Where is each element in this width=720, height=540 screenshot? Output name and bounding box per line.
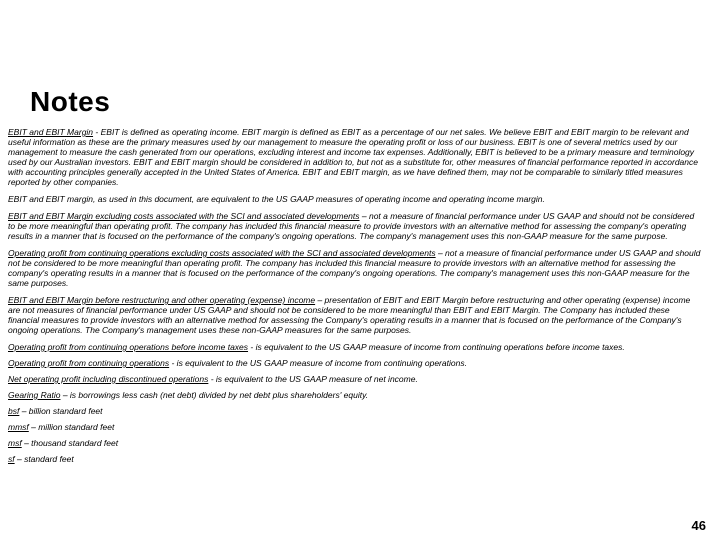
note-term: Net operating profit including discontinued operations (8, 374, 209, 384)
note-mmsf (8, 422, 702, 432)
note-text: – presentation of EBIT and EBIT Margin before restructuring and other operating (expense) income are not measures of financial performance under US GAAP and should not be considered to be more meaningful than EBIT and EBIT Margin. The Company has included these financial measures to provide investors with an alternative method for assessing the Company's operating results in a manner that is focused on the performance of the Company's ongoing operations. The Company's management uses these non-GAAP measures for the same purposes. (8, 295, 691, 335)
note-text: – is borrowings less cash (net debt) divided by net debt plus shareholders' equity. (60, 390, 369, 400)
note-text: - is equivalent to the US GAAP measure of income from continuing operations before income taxes. (248, 342, 625, 352)
note-ebit-definition (8, 127, 702, 187)
page-number: 46 (691, 518, 706, 533)
note-text: - EBIT is defined as operating income. EBIT margin is defined as EBIT as a percentage of our net sales. We believe EBIT and EBIT margin to be relevant and useful information as these are the primary measures used by our management to measure the operating profit or loss of our business. EBIT is one of several metrics used by our management to measure the cash generated from our operations, excluding interest and income tax expenses. Additionally, EBIT is believed to be a primary measure and terminology used by our Australian investors. EBIT and EBIT margin should be considered in addition to, but not as a substitute for, other measures of financial performance reported in accordance with accounting principles generally accepted in the United States of America. EBIT and EBIT margin, as we have defined them, may not be comparable to similarly titled measures reported by other companies. (8, 127, 698, 187)
note-term: Operating profit from continuing operations excluding costs associated with the SCI and associated developments (8, 248, 436, 258)
note-operating-profit-before-tax (8, 342, 702, 352)
note-msf (8, 438, 702, 448)
note-term: msf (8, 438, 22, 448)
note-sf (8, 454, 702, 464)
note-operating-profit-continuing (8, 358, 702, 368)
note-bsf (8, 406, 702, 416)
page-title: Notes (30, 86, 111, 117)
note-term: EBIT and EBIT Margin excluding costs associated with the SCI and associated developments (8, 211, 360, 221)
notes-list (8, 127, 702, 470)
note-ebit-before-restructuring (8, 295, 702, 335)
note-term: EBIT and EBIT Margin (8, 127, 94, 137)
note-term: Gearing Ratio (8, 390, 61, 400)
note-net-operating-profit (8, 374, 702, 384)
note-ebit-equivalence (8, 194, 702, 204)
note-text: EBIT and EBIT margin, as used in this document, are equivalent to the US GAAP measures of operating income and operating income margin. (8, 194, 545, 204)
note-term: sf (8, 454, 15, 464)
note-term: Operating profit from continuing operations before income taxes (8, 342, 249, 352)
note-term: bsf (8, 406, 20, 416)
note-text: – million standard feet (28, 422, 115, 432)
note-text: – standard feet (14, 454, 74, 464)
note-term: EBIT and EBIT Margin before restructuring and other operating (expense) income (8, 295, 316, 305)
note-text: - is equivalent to the US GAAP measure of income from continuing operations. (169, 358, 467, 368)
note-operating-profit-excluding-sci (8, 248, 702, 288)
note-gearing-ratio (8, 390, 702, 400)
note-ebit-excluding-sci (8, 211, 702, 241)
note-term: mmsf (8, 422, 29, 432)
note-text: – not a measure of financial performance under US GAAP and should not be considered to be more meaningful than operating profit. The company has included this financial measure to provide investors with an alternative method for assessing the company's operating results in a manner that is focused on the performance of the company's ongoing operations. The company's management uses this non-GAAP measure for the same purposes. (8, 248, 701, 288)
note-text: – thousand standard feet (21, 438, 119, 448)
note-term: Operating profit from continuing operations (8, 358, 170, 368)
note-text: - is equivalent to the US GAAP measure of net income. (208, 374, 418, 384)
note-text: – billion standard feet (19, 406, 103, 416)
note-text: – not a measure of financial performance under US GAAP and should not be considered to be more meaningful than operating profit. The company has included this financial measure to provide investors with an alternative method for assessing the company's operating results in a manner that is focused on the performance of the company's ongoing operations. The company's management uses this non-GAAP measure for the same purpose. (8, 211, 695, 241)
